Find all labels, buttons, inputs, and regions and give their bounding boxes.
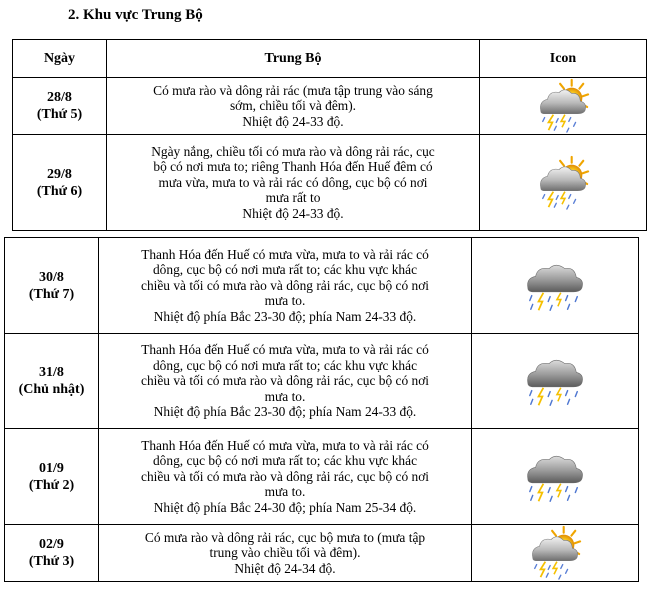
rain-thunder-sun-icon [534,78,592,134]
table-row [5,525,639,582]
forecast-line: Nhiệt độ 24-33 độ. [242,113,344,129]
forecast-line: Có mưa rào và dông rải rác, cục bộ mưa to (mưa tập [144,529,426,545]
forecast-line: Thanh Hóa đến Huế có mưa vừa, mưa to và rải rác có [141,342,429,358]
day-cell [5,238,99,334]
day-cell [13,135,107,231]
forecast-line: dông, cục bộ có nơi mưa rất to; các khu vực khác [152,453,418,469]
header-region: Trung Bộ [107,40,480,78]
day-weekday: (Chủ nhật) [18,382,85,397]
forecast-line: chiều và tối có mưa rào và dông rải rác, cục bộ có nơi [141,373,429,389]
icon-cell [480,135,647,231]
day-cell [13,78,107,135]
forecast-description [107,135,480,231]
forecast-table-1 [12,39,647,231]
day-weekday: (Thứ 6) [36,183,83,199]
forecast-line: mưa to. [264,293,306,309]
day-weekday: (Thứ 3) [28,554,75,569]
forecast-description [99,334,472,429]
forecast-line: Nhiệt độ phía Bắc 23-30 độ; phía Nam 24-33 độ. [153,404,417,420]
forecast-line: bộ có nơi mưa to; riêng Thanh Hóa đến Huế đêm có [153,159,433,175]
icon-cell [472,238,639,334]
rain-thunder-sun-icon [526,525,584,581]
rain-thunder-sun-icon [534,155,592,211]
day-cell [5,429,99,525]
icon-cell [472,429,639,525]
day-date: 31/8 [39,365,64,380]
day-date: 01/9 [39,460,64,476]
day-cell [5,334,99,429]
day-weekday: (Thứ 7) [28,286,75,302]
heavy-rain-thunder-icon [524,448,586,506]
forecast-line: trung vào chiều tối và đêm). [209,545,361,561]
day-weekday: (Thứ 2) [28,477,75,493]
forecast-line: Nhiệt độ 24-33 độ. [242,205,344,221]
day-weekday: (Thứ 5) [36,107,83,122]
forecast-line: mưa to. [264,388,306,404]
day-date: 29/8 [47,166,72,182]
day-date: 02/9 [39,537,64,552]
heavy-rain-thunder-icon [524,352,586,410]
forecast-line: mưa to. [264,484,306,500]
icon-cell [480,78,647,135]
forecast-line: Có mưa rào và dông rải rác (mưa tập trung vào sáng [153,82,433,98]
table-row [13,78,647,135]
table-row [5,429,639,525]
header-icon: Icon [480,40,647,78]
forecast-line: dông, cục bộ có nơi mưa rất to; các khu vực khác [152,357,418,373]
heavy-rain-thunder-icon [524,257,586,315]
table-header-row [13,40,647,78]
forecast-line: Nhiệt độ phía Bắc 23-30 độ; phía Nam 24-33 độ. [153,308,417,324]
forecast-line: chiều và tối có mưa rào và dông rải rác, cục bộ có nơi [141,468,429,484]
day-date: 30/8 [39,269,64,285]
forecast-description [99,525,472,582]
forecast-line: mưa vừa, mưa to và rải rác có dông, cục bộ có nơi [158,174,428,190]
day-cell [5,525,99,582]
forecast-line: Ngày nắng, chiều tối có mưa rào và dông rải rác, cục [151,143,435,159]
forecast-line: mưa rất to [265,190,321,206]
forecast-line: Thanh Hóa đến Huế có mưa vừa, mưa to và rải rác có [141,437,429,453]
table-row [5,238,639,334]
forecast-line: Thanh Hóa đến Huế có mưa vừa, mưa to và rải rác có [141,246,429,262]
day-date: 28/8 [47,90,72,105]
icon-cell [472,334,639,429]
table-row [13,135,647,231]
forecast-description [107,78,480,135]
forecast-description [99,429,472,525]
forecast-line: sớm, chiều tối và đêm). [229,98,357,114]
forecast-line: chiều và tối có mưa rào và dông rải rác, cục bộ có nơi [141,277,429,293]
forecast-table-2 [4,237,639,582]
forecast-description [99,238,472,334]
icon-cell [472,525,639,582]
forecast-line: Nhiệt độ phía Bắc 24-30 độ; phía Nam 25-34 độ. [153,499,417,515]
forecast-line: Nhiệt độ 24-34 độ. [234,560,336,576]
forecast-line: dông, cục bộ có nơi mưa rất to; các khu vực khác [152,262,418,278]
section-heading: 2. Khu vực Trung Bộ [68,7,203,23]
table-row [5,334,639,429]
header-day: Ngày [13,40,107,78]
